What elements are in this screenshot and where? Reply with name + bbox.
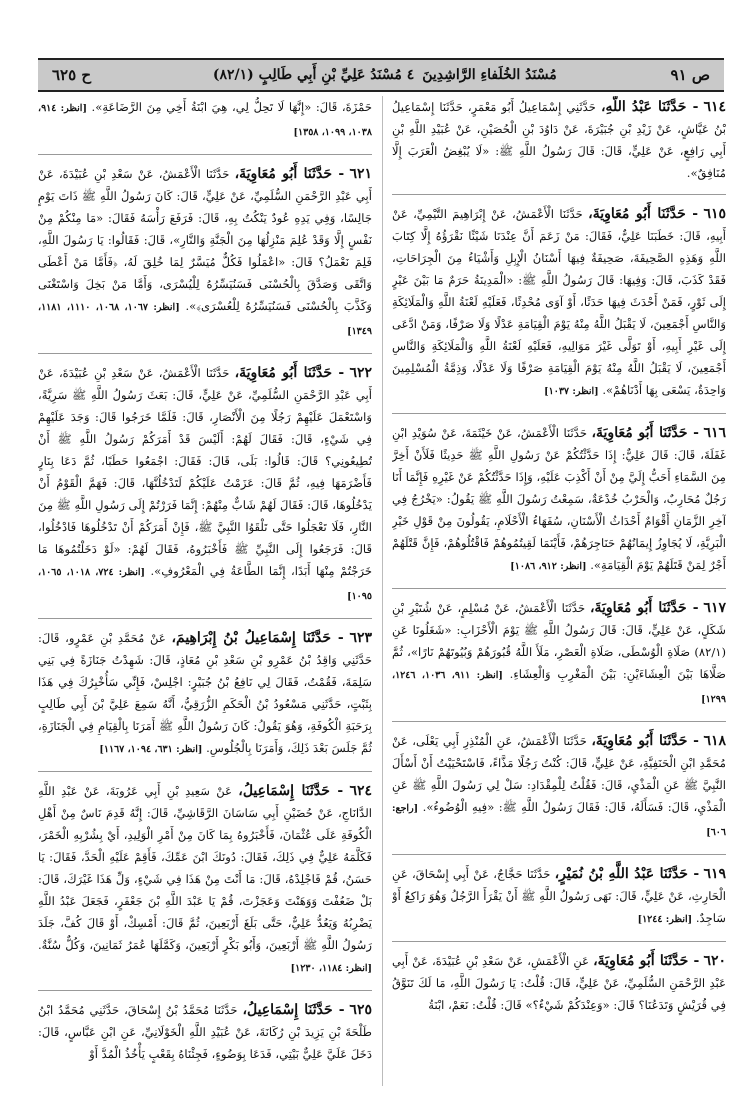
cross-reference: [انظر: ١٠٦٧، ١٠٦٨، ١١١٠، ١١٨١، ١٣٤٩] — [38, 302, 372, 337]
hadith-number: ٦٢٤ — [349, 783, 372, 799]
book-title: مُسْنَدُ الخُلَفاءِ الرَّاشِدِينَ — [422, 67, 557, 83]
hadith-entry — [392, 863, 726, 931]
hadith-entry — [38, 163, 372, 343]
hadith-number: ٦٢٢ — [349, 365, 372, 381]
hadith-text: عَنِ الْأَعْمَشِ، عَنْ سَعْدِ بْنِ عُبَيْدَةَ، عَنْ أَبِي عَبْدِ الرَّحْمَنِ السُّلَمِيِّ، عَنْ عَلِيٍّ، قَالَ: قُلْتُ: يَا رَسُولَ اللَّهِ، مَا لَكَ تَنَوَّقُ فِي قُرَيْشٍ وَتَدَعُنَا؟ قَالَ: «وَعِنْدَكُمْ شَيْءٌ؟» قَالَ: قُلْتُ: نَعَمْ، ابْنَةُ — [392, 954, 726, 1012]
hadith-separator — [392, 413, 726, 414]
hadith-separator — [392, 588, 726, 589]
hadith-number: ٦١٥ — [703, 206, 726, 222]
hadith-entry — [392, 950, 726, 1016]
hadith-entry — [38, 999, 372, 1065]
cross-reference: [انظر: ١٠٣٧] — [544, 386, 599, 397]
hadith-entry — [38, 627, 372, 761]
hadith-entry — [392, 422, 726, 578]
hadith-text: حَدَّثَنَا الْأَعْمَشُ، عَنْ إِبْرَاهِيمَ التَّيْمِيِّ، عَنْ أَبِيهِ، قَالَ: خَطَبَنَا عَلِيٌّ، فَقَالَ: مَنْ زَعَمَ أَنَّ عِنْدَنَا شَيْئًا نَقْرَؤُهُ إِلَّا كِتَابَ اللَّهِ وَهَذِهِ الصَّحِيفَةَ، صَحِيفَةٌ فِيهَا أَسْنَانُ الْإِبِلِ وَأَشْيَاءُ مِنَ الْجِرَاحَاتِ، فَقَدْ كَذَبَ، قَالَ: وَفِيهَا: قَالَ رَسُولُ اللَّهِ ﷺ: «الْمَدِينَةُ حَرَمٌ مَا بَيْنَ عَيْرٍ إِلَى ثَوْرٍ، فَمَنْ أَحْدَثَ فِيهَا حَدَثًا، أَوْ آوَى مُحْدِثًا، فَعَلَيْهِ لَعْنَةُ اللَّهِ وَالْمَلَائِكَةِ وَالنَّاسِ أَجْمَعِينَ، لَا يَقْبَلُ اللَّهُ مِنْهُ يَوْمَ الْقِيَامَةِ عَدْلًا وَلَا صَرْفًا، وَمَنْ ادَّعَى إِلَى غَيْرِ أَبِيهِ، أَوْ تَوَلَّى غَيْرَ مَوَالِيهِ، فَعَلَيْهِ لَعْنَةُ اللَّهِ وَالْمَلَائِكَةِ وَالنَّاسِ أَجْمَعِينَ، لَا يَقْبَلُ اللَّهُ مِنْهُ يَوْمَ الْقِيَامَةِ صَرْفًا وَلَا عَدْلًا، وَذِمَّةُ الْمُسْلِمِينَ وَاحِدَةٌ، يَسْعَى بِهَا أَدْنَاهُمْ». — [392, 207, 726, 397]
hadith-entry — [38, 780, 372, 980]
hadith-separator — [38, 771, 372, 772]
hadith-entry — [38, 362, 372, 608]
hadith-separator — [392, 194, 726, 195]
hadith-opening: - حَدَّثَنَا إِسْمَاعِيلُ بْنُ إِبْرَاهِيمَ، — [171, 630, 344, 646]
hadith-text: عَنْ مُحَمَّدِ بْنِ عَمْرٍو، قَالَ: حَدَّثَنِي وَاقِدُ بْنُ عَمْرِو بْنِ سَعْدِ بْنِ مُعَاذٍ، قَالَ: شَهِدْتُ جَنَازَةً فِي بَنِي سَلِمَةَ، فَقُمْتُ، فَقَالَ لِي نَافِعُ بْنُ جُبَيْرٍ: اجْلِسْ، فَإِنِّي سَأُخْبِرُكَ فِي هَذَا بِثَبْتٍ، حَدَّثَنِي مَسْعُودُ بْنُ الْحَكَمِ الزُّرَقِيُّ، أَنَّهُ سَمِعَ عَلِيَّ بْنَ أَبِي طَالِبٍ بِرَحَبَةِ الْكُوفَةِ، وَهُوَ يَقُولُ: كَانَ رَسُولُ اللَّهِ ﷺ أَمَرَنَا بِالْقِيَامِ فِي الْجَنَازَةِ، ثُمَّ جَلَسَ بَعْدَ ذَلِكَ، وَأَمَرَنَا بِالْجُلُوسِ. — [38, 631, 372, 755]
hadith-opening: - حَدَّثَنَا أَبُو مُعَاوِيَةَ، — [591, 733, 699, 749]
right-column — [392, 96, 726, 1086]
running-title — [205, 67, 557, 83]
hadith-separator — [38, 990, 372, 991]
hadith-opening: - حَدَّثَنَا أَبُو مُعَاوِيَةَ، — [591, 425, 699, 441]
cross-reference: [انظر: ٧٢٤، ١٠١٨، ١٠٦٥، ١٠٩٥] — [38, 567, 372, 602]
column-divider — [382, 96, 383, 1086]
hadith-entry — [392, 96, 726, 184]
cross-reference: [انظر: ١٢٤٤] — [637, 914, 693, 925]
hadith-separator — [392, 941, 726, 942]
hadith-number: ٦١٩ — [703, 866, 726, 882]
hadith-entry — [392, 597, 726, 711]
cross-reference: [انظر: ٩١٤، ١٠٣٨، ١٠٩٩، ١٣٥٨] — [38, 103, 372, 138]
hadith-number: ٦١٧ — [703, 600, 726, 616]
hadith-text: حَدَّثَنَا الْأَعْمَشُ، عَنِ الْمُنْذِرِ أَبِي يَعْلَى، عَنْ مُحَمَّدِ ابْنِ الْحَنَفِيَّةِ، عَنْ عَلِيٍّ، قَالَ: كُنْتُ رَجُلًا مَذَّاءً، فَاسْتَحْيَيْتُ أَنْ أَسْأَلَ النَّبِيَّ ﷺ عَنِ الْمَذْيِ، قَالَ: فَقُلْتُ لِلْمِقْدَادِ: سَلْ لِي رَسُولَ اللَّهِ ﷺ عَنِ الْمَذْيِ، قَالَ: فَسَأَلَهُ، قَالَ: فَقَالَ رَسُولُ اللَّهِ ﷺ: «فِيهِ الْوُضُوءُ». — [392, 734, 726, 814]
hadith-text: حَدَّثَنِي إِسْمَاعِيلُ أَبُو مَعْمَرٍ، حَدَّثَنَا إِسْمَاعِيلُ بْنُ عَيَّاشٍ، عَنْ زَيْدِ بْنِ جُبَيْرَةَ، عَنْ دَاوُدَ بْنِ الْحُصَيْنِ، عَنْ عُبَيْدِ اللَّهِ بْنِ أَبِي رَافِعٍ، عَنْ عَلِيٍّ، قَالَ: قَالَ رَسُولُ اللَّهِ ﷺ: «لَا يُبْغِضُ الْعَرَبَ إِلَّا مُنَافِقٌ». — [392, 100, 726, 180]
hadith-text: حَمْزَةَ، قَالَ: «إِنَّهَا لَا تَحِلُّ لِي، هِيَ ابْنَةُ أَخِي مِنَ الرَّضَاعَةِ». — [91, 100, 372, 114]
left-column — [38, 96, 372, 1086]
continued-hadith — [38, 96, 372, 144]
hadith-text: حَدَّثَنَا الْأَعْمَشُ، عَنْ مُسْلِمٍ، عَنْ شُتَيْرِ بْنِ شَكَلٍ، عَنْ عَلِيٍّ، قَالَ: قَالَ رَسُولُ اللَّهِ ﷺ يَوْمَ الْأَحْزَابِ: «شَغَلُونَا عَنِ (٨٢/١) صَلَاةِ الْوُسْطَى، صَلَاةِ الْعَصْرِ، مَلَأَ اللَّهُ قُبُورَهُمْ وَبُيُوتَهُمْ نَارًا»، ثُمَّ صَلَّاهَا بَيْنَ الْعِشَاءَيْنِ: بَيْنَ الْمَغْرِبِ وَالْعِشَاءِ. — [392, 601, 726, 681]
hadith-number: ٦٢٠ — [703, 953, 726, 969]
hadith-range-left: ح ٦٢٥ — [52, 66, 92, 84]
hadith-separator — [392, 854, 726, 855]
cross-reference: [انظر: ٩١١، ١٠٣٦، ١٢٤٦، ١٢٩٩] — [392, 670, 726, 705]
hadith-separator — [392, 721, 726, 722]
hadith-number: ٦١٤ — [703, 99, 726, 115]
hadith-opening: - حَدَّثَنَا أَبُو مُعَاوِيَةَ، — [234, 365, 345, 381]
running-header — [38, 58, 724, 92]
hadith-text: حَدَّثَنَا حَجَّاجٌ، عَنْ أَبِي إِسْحَاقَ، عَنِ الْحَارِثِ، عَنْ عَلِيٍّ، قَالَ: نَهَى رَسُولُ اللَّهِ ﷺ أَنْ يَقْرَأَ الرَّجُلُ وَهُوَ رَاكِعٌ أَوْ سَاجِدٌ. — [392, 867, 726, 925]
hadith-opening: - حَدَّثَنَا إِسْمَاعِيلُ، — [242, 1002, 345, 1018]
hadith-number: ٦٢٥ — [349, 1002, 372, 1018]
hadith-separator — [38, 618, 372, 619]
cross-reference: [راجع: ٦٠٦] — [392, 803, 726, 838]
hadith-text: حَدَّثَنَا الْأَعْمَشُ، عَنْ سَعْدِ بْنِ عُبَيْدَةَ، عَنْ أَبِي عَبْدِ الرَّحْمَنِ السُّلَمِيِّ، عَنْ عَلِيٍّ، قَالَ: بَعَثَ رَسُولُ اللَّهِ ﷺ سَرِيَّةً، وَاسْتَعْمَلَ عَلَيْهِمْ رَجُلًا مِنَ الْأَنْصَارِ، قَالَ: فَلَمَّا خَرَجُوا قَالَ: وَجَدَ عَلَيْهِمْ فِي شَيْءٍ، قَالَ: فَقَالَ لَهُمْ: أَلَيْسَ قَدْ أَمَرَكُمْ رَسُولُ اللَّهِ ﷺ أَنْ تُطِيعُونِي؟ قَالَ: قَالُوا: بَلَى، قَالَ: فَقَالَ: اجْمَعُوا حَطَبًا، ثُمَّ دَعَا بِنَارٍ فَأَضْرَمَهَا فِيهِ، ثُمَّ قَالَ: عَزَمْتُ عَلَيْكُمْ لَتَدْخُلُنَّهَا، قَالَ: فَهَمَّ الْقَوْمُ أَنْ يَدْخُلُوهَا، قَالَ: فَقَالَ لَهُمْ شَابٌّ مِنْهُمْ: إِنَّمَا فَرَرْتُمْ إِلَى رَسُولِ اللَّهِ ﷺ مِنَ النَّارِ، فَلَا تَعْجَلُوا حَتَّى تَلْقَوُا النَّبِيَّ ﷺ، فَإِنْ أَمَرَكُمْ أَنْ تَدْخُلُوهَا فَادْخُلُوا، قَالَ: فَرَجَعُوا إِلَى النَّبِيِّ ﷺ فَأَخْبَرُوهُ، فَقَالَ لَهُمْ: «لَوْ دَخَلْتُمُوهَا مَا خَرَجْتُمْ مِنْهَا أَبَدًا، إِنَّمَا الطَّاعَةُ فِي الْمَعْرُوفِ». — [38, 366, 372, 578]
hadith-opening: - حَدَّثَنَا أَبُو مُعَاوِيَةَ، — [590, 600, 699, 616]
hadith-number: ٦٢٣ — [349, 630, 372, 646]
cross-reference: [انظر: ٦٣١، ١٠٩٤، ١١٦٧] — [99, 744, 203, 755]
hadith-text: حَدَّثَنَا مُحَمَّدُ بْنُ إِسْحَاقَ، حَدَّثَنِي مُحَمَّدُ ابْنُ طَلْحَةَ بْنِ يَزِيدَ بْنِ رُكَانَةَ، عَنْ عُبَيْدِ اللَّهِ الْخَوْلَانِيِّ، عَنِ ابْنِ عَبَّاسٍ، قَالَ: دَخَلَ عَلَيَّ عَلِيٌّ بَيْتِي، فَدَعَا بِوَضُوءٍ، فَجِئْنَاهُ بِقَعْبٍ يَأْخُذُ الْمُدَّ أَوْ — [38, 1003, 372, 1061]
hadith-opening: - حَدَّثَنَا عَبْدُ اللَّهِ بْنُ نُمَيْرٍ، — [554, 866, 700, 882]
cross-reference: [انظر: ١١٨٤، ١٢٣٠] — [290, 963, 372, 974]
hadith-text: حَدَّثَنَا الْأَعْمَشُ، عَنْ خَيْثَمَةَ، عَنْ سُوَيْدِ ابْنِ غَفَلَةَ، قَالَ: قَالَ عَلِيٌّ: إِذَا حَدَّثْتُكُمْ عَنْ رَسُولِ اللَّهِ ﷺ حَدِيثًا فَلَأَنْ أَخِرَّ مِنَ السَّمَاءِ أَحَبُّ إِلَيَّ مِنْ أَنْ أَكْذِبَ عَلَيْهِ، وَإِذَا حَدَّثْتُكُمْ عَنْ غَيْرِهِ فَإِنَّمَا أَنَا رَجُلٌ مُحَارِبٌ، وَالْحَرْبُ خُدْعَةٌ، سَمِعْتُ رَسُولَ اللَّهِ ﷺ يَقُولُ: «يَخْرُجُ فِي آخِرِ الزَّمَانِ أَقْوَامٌ أَحْدَاثُ الْأَسْنَانِ، سُفَهَاءُ الْأَحْلَامِ، يَقُولُونَ مِنْ قَوْلِ خَيْرِ الْبَرِيَّةِ، لَا يُجَاوِزُ إِيمَانُهُمْ حَنَاجِرَهُمْ، فَأَيْنَمَا لَقِيتُمُوهُمْ فَاقْتُلُوهُمْ، فَإِنَّ قَتْلَهُمْ أَجْرٌ لِمَنْ قَتَلَهُمْ يَوْمَ الْقِيَامَةِ». — [392, 426, 726, 572]
hadith-text: عَنْ سَعِيدِ بْنِ أَبِي عَرُوبَةَ، عَنْ عَبْدِ اللَّهِ الدَّانَاجِ، عَنْ حُضَيْنِ أَبِي سَاسَانَ الرَّقَاشِيِّ، قَالَ: إِنَّهُ قَدِمَ نَاسٌ مِنْ أَهْلِ الْكُوفَةِ عَلَى عُثْمَانَ، فَأَخْبَرُوهُ بِمَا كَانَ مِنْ أَمْرِ الْوَلِيدِ، أَيْ بِشُرْبِهِ الْخَمْرَ، فَكَلَّمَهُ عَلِيٌّ فِي ذَلِكَ، فَقَالَ: دُونَكَ ابْنَ عَمِّكَ، فَأَقِمْ عَلَيْهِ الْحَدَّ، فَقَالَ: يَا حَسَنُ، قُمْ فَاجْلِدْهُ، قَالَ: مَا أَنْتَ مِنْ هَذَا فِي شَيْءٍ، وَلِّ هَذَا غَيْرَكَ، قَالَ: بَلْ ضَعُفْتَ وَوَهَنْتَ وَعَجَزْتَ، قُمْ يَا عَبْدَ اللَّهِ بْنَ جَعْفَرٍ، فَجَعَلَ عَبْدُ اللَّهِ يَضْرِبُهُ وَيَعُدُّ عَلِيٌّ، حَتَّى بَلَغَ أَرْبَعِينَ، ثُمَّ قَالَ: أَمْسِكْ، أَوْ قَالَ كُفَّ، جَلَدَ رَسُولُ اللَّهِ ﷺ أَرْبَعِينَ، وَأَبُو بَكْرٍ أَرْبَعِينَ، وَكَمَّلَهَا عُمَرُ ثَمَانِينَ، وَكُلٌّ سُنَّةٌ. — [38, 784, 372, 952]
hadith-entry — [392, 730, 726, 844]
hadith-opening: - حَدَّثَنَا أَبُو مُعَاوِيَةَ، — [234, 166, 345, 182]
cross-reference: [انظر: ٩١٢، ١٠٨٦] — [510, 561, 587, 572]
section-title: ٤ مُسْنَدُ عَلِيِّ بْنِ أَبِي طَالِبٍ (٨٢/١) — [212, 67, 415, 83]
page-number-right: ص ٩١ — [670, 66, 710, 84]
hadith-separator — [38, 353, 372, 354]
hadith-opening: - حَدَّثَنَا أَبُو مُعَاوِيَةَ، — [588, 206, 699, 222]
hadith-number: ٦٢١ — [349, 166, 372, 182]
hadith-separator — [38, 154, 372, 155]
hadith-opening: - حَدَّثَنَا عَبْدُ اللَّهِ، — [600, 99, 699, 115]
hadith-entry — [392, 203, 726, 403]
hadith-number: ٦١٨ — [703, 733, 726, 749]
hadith-opening: - حَدَّثَنَا إِسْمَاعِيلُ، — [238, 783, 344, 799]
hadith-opening: - حَدَّثَنَا أَبُو مُعَاوِيَةَ، — [593, 953, 700, 969]
hadith-number: ٦١٦ — [703, 425, 726, 441]
hadith-text: حَدَّثَنَا الْأَعْمَشُ، عَنْ سَعْدِ بْنِ عُبَيْدَةَ، عَنْ أَبِي عَبْدِ الرَّحْمَنِ السُّلَمِيِّ، عَنْ عَلِيٍّ، قَالَ: كَانَ رَسُولُ اللَّهِ ﷺ ذَاتَ يَوْمٍ جَالِسًا، وَفِي يَدِهِ عُودٌ يَنْكُتُ بِهِ، قَالَ: فَرَفَعَ رَأْسَهُ فَقَالَ: «مَا مِنْكُمْ مِنْ نَفْسٍ إِلَّا وَقَدْ عُلِمَ مَنْزِلُهَا مِنَ الْجَنَّةِ وَالنَّارِ»، قَالَ: فَقَالُوا: يَا رَسُولَ اللَّهِ، فَلِمَ نَعْمَلُ؟ قَالَ: «اعْمَلُوا فَكُلٌّ مُيَسَّرٌ لِمَا خُلِقَ لَهُ، ﴿فَأَمَّا مَنْ أَعْطَى وَاتَّقَى وَصَدَّقَ بِالْحُسْنَى فَسَنُيَسِّرُهُ لِلْيُسْرَى، وَأَمَّا مَنْ بَخِلَ وَاسْتَغْنَى وَكَذَّبَ بِالْحُسْنَى فَسَنُيَسِّرُهُ لِلْعُسْرَى﴾». — [38, 167, 372, 313]
